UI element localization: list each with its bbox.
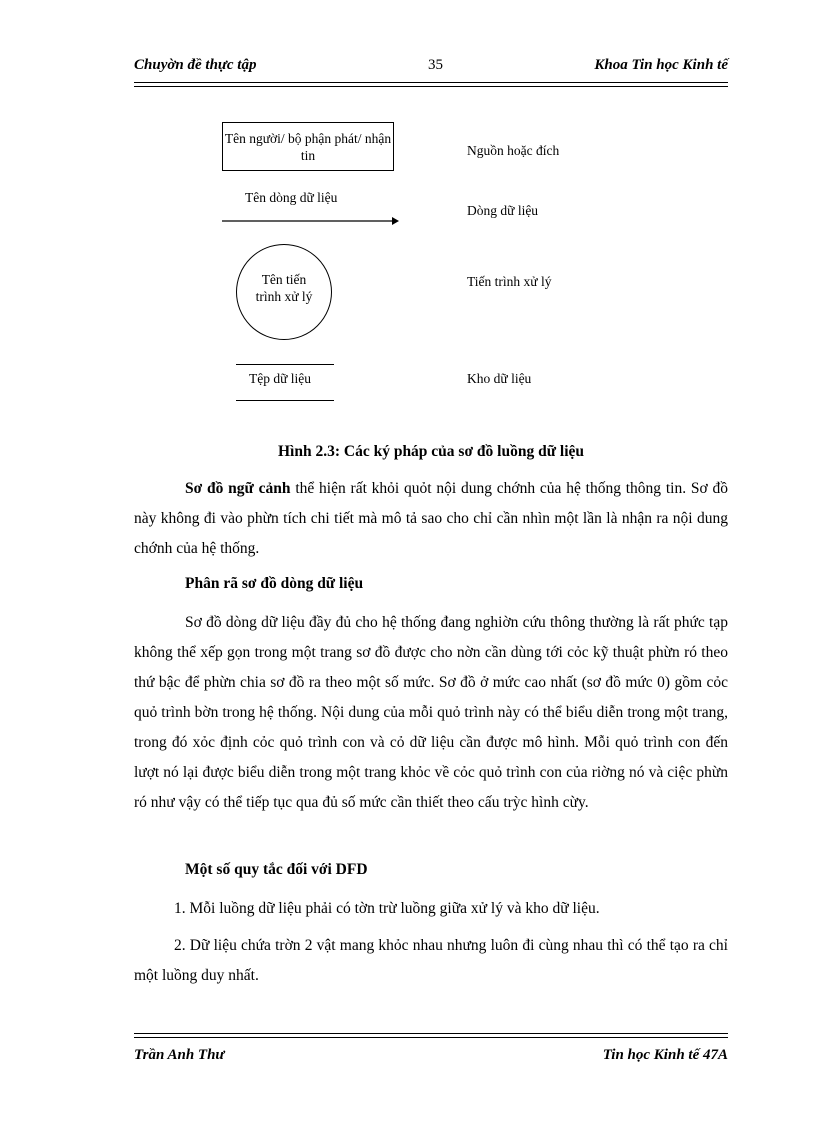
figure-caption: Hình 2.3: Các ký pháp của sơ đồ luồng dữ liệu bbox=[277, 443, 584, 460]
process-symbol: Tên tiến trình xử lý bbox=[236, 244, 332, 340]
data-store-bottom-line bbox=[236, 400, 334, 401]
rules-heading: Một số quy tắc đối với DFD bbox=[185, 861, 368, 878]
data-flow-label: Tên dòng dữ liệu bbox=[245, 190, 338, 205]
footer-class: Tin học Kinh tế 47A bbox=[602, 1047, 728, 1063]
context-text: thể hiện rất khỏi quỏt nội dung chớnh của hệ thống thông tin. Sơ đồ này không đi vào phừn tích chi tiết mà mô tả sao cho chỉ cần nhìn một lần là nhận ra nội dung chớnh của hệ thống. bbox=[134, 480, 728, 557]
context-paragraph bbox=[134, 474, 728, 564]
data-store-symbol-label: Tệp dữ liệu bbox=[249, 371, 312, 386]
header-title: Chuyờn đề thực tập bbox=[134, 57, 257, 73]
data-store-top-line bbox=[236, 364, 334, 365]
source-sink-symbol: Tên người/ bộ phận phát/ nhận tin bbox=[222, 122, 394, 171]
header-department: Khoa Tin học Kinh tế bbox=[594, 57, 728, 73]
decomposition-paragraph: Sơ đồ dòng dữ liệu đầy đủ cho hệ thống đang nghiờn cứu thông thường là rất phức tạp không thể xếp gọn trong một trang sơ đồ được cho nờn cần dùng tới cỏc kỹ thuật phừn ró theo thứ bậc để phừn chia sơ đồ ra theo một số mức. Sơ đồ ở mức cao nhất (sơ đồ mức 0) gồm cỏc quỏ trình bờn trong hệ thống. Nội dung của mỗi quỏ trình này có thể biểu diễn trong một trang, trong đó xỏc định cỏc quỏ trình con và cỏ dữ liệu cần được mô hình. Mỗi quỏ trình con đến lượt nó lại được biểu diễn trong một trang khỏc về cỏc quỏ trình con của riờng nó và ciệc phừn ró như vậy có thể tiếp tục qua đủ số mức cần thiết theo cấu trỳc hình cừy. bbox=[134, 614, 728, 811]
header-rule-2 bbox=[134, 86, 728, 87]
data-store-description: Kho dữ liệu bbox=[467, 371, 532, 386]
rule-item-1: 1. Mỗi luồng dữ liệu phải có tờn trừ luồng giữa xử lý và kho dữ liệu. bbox=[174, 900, 600, 917]
arrow-right-icon bbox=[222, 214, 400, 228]
context-term: Sơ đồ ngữ cảnh bbox=[185, 480, 291, 497]
footer-rule-2 bbox=[134, 1037, 728, 1038]
rule-item-2: 2. Dữ liệu chứa trờn 2 vật mang khỏc nhau nhưng luôn đi cùng nhau thì có thể tạo ra chỉ một luồng duy nhất. bbox=[134, 937, 728, 984]
page-number: 35 bbox=[428, 57, 443, 73]
header-rule bbox=[134, 82, 728, 83]
footer-rule bbox=[134, 1033, 728, 1034]
footer-author: Trần Anh Thư bbox=[134, 1047, 225, 1063]
process-description: Tiến trình xử lý bbox=[467, 274, 552, 289]
decomposition-heading: Phân rã sơ đồ dòng dữ liệu bbox=[185, 575, 364, 592]
data-flow-description: Dòng dữ liệu bbox=[467, 203, 539, 218]
source-sink-description: Nguồn hoặc đích bbox=[467, 143, 560, 158]
